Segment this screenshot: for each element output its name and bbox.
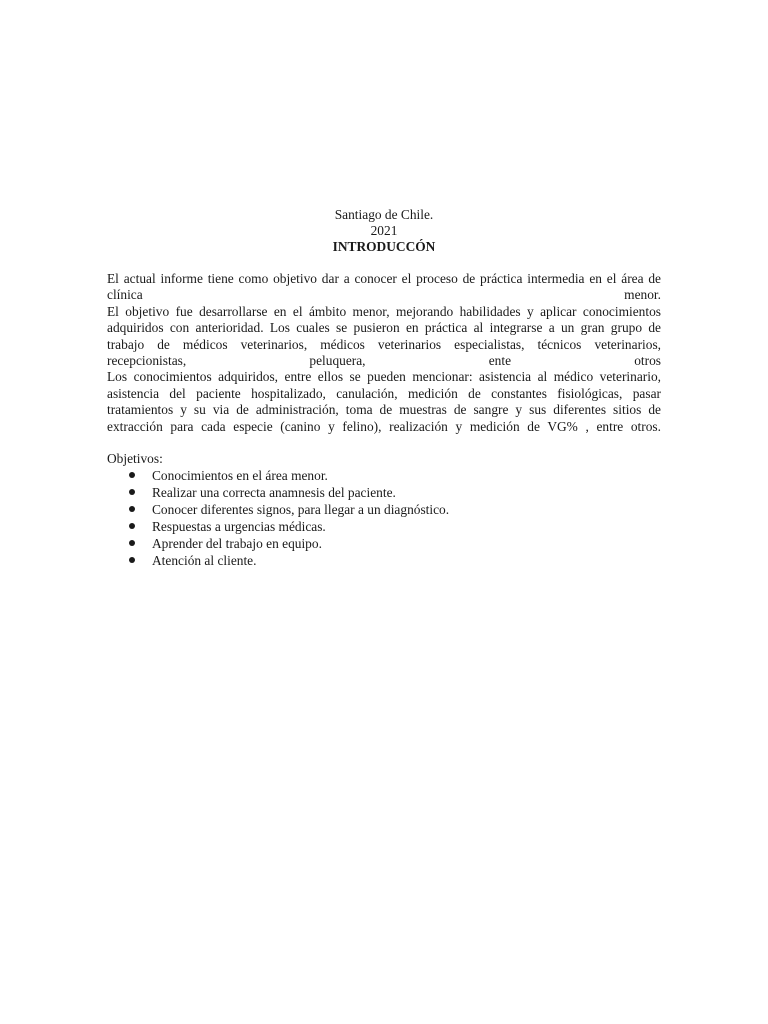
list-item-text: Conocer diferentes signos, para llegar a un diagnóstico. <box>152 502 450 518</box>
bullet-icon <box>129 523 135 529</box>
year-line: 2021 <box>370 223 398 238</box>
spacer <box>107 255 661 271</box>
intro-line: trabajo de médicos veterinarios, médicos veterinarios especialistas, técnicos veterinarios, <box>107 336 661 352</box>
list-item-text: Conocimientos en el área menor. <box>152 468 328 484</box>
objectives-list <box>107 467 661 569</box>
document-page <box>107 207 661 569</box>
intro-line: Los conocimientos adquiridos, entre ellos se pueden mencionar: asistencia al médico veterinario, <box>107 369 661 385</box>
list-item-text: Realizar una correcta anamnesis del paciente. <box>152 485 396 501</box>
list-item <box>107 501 661 518</box>
document-title: INTRODUCCÓN <box>332 239 436 254</box>
intro-line: clínica menor. <box>107 287 661 303</box>
intro-paragraphs <box>107 271 661 435</box>
list-item <box>107 552 661 569</box>
list-item <box>107 535 661 552</box>
list-item <box>107 518 661 535</box>
list-item <box>107 484 661 501</box>
intro-line: extracción para cada especie (canino y felino), realización y medición de VG% , entre otros. <box>107 418 661 434</box>
intro-line: asistencia del paciente hospitalizado, canulación, medición de constantes fisiológicas, pasar <box>107 385 661 401</box>
bullet-icon <box>129 472 135 478</box>
bullet-icon <box>129 489 135 495</box>
intro-line: adquiridos con anterioridad. Los cuales se pusieron en práctica al integrarse a un gran grupo de <box>107 320 661 336</box>
list-item-text: Respuestas a urgencias médicas. <box>152 519 326 535</box>
intro-line: tratamientos y su via de administración, toma de muestras de sangre y sus diferentes sitios de <box>107 402 661 418</box>
intro-line: recepcionistas, peluquera, ente otros <box>107 353 661 369</box>
intro-line: El objetivo fue desarrollarse en el ámbito menor, mejorando habilidades y aplicar conocimientos <box>107 303 661 319</box>
spacer <box>107 435 661 451</box>
location-line: Santiago de Chile. <box>334 207 434 222</box>
bullet-icon <box>129 506 135 512</box>
bullet-icon <box>129 557 135 563</box>
bullet-icon <box>129 540 135 546</box>
list-item-text: Aprender del trabajo en equipo. <box>152 536 322 552</box>
list-item <box>107 467 661 484</box>
intro-line: El actual informe tiene como objetivo dar a conocer el proceso de práctica intermedia en el área de <box>107 271 661 286</box>
list-item-text: Atención al cliente. <box>152 553 257 569</box>
objectives-title: Objetivos: <box>107 451 163 467</box>
